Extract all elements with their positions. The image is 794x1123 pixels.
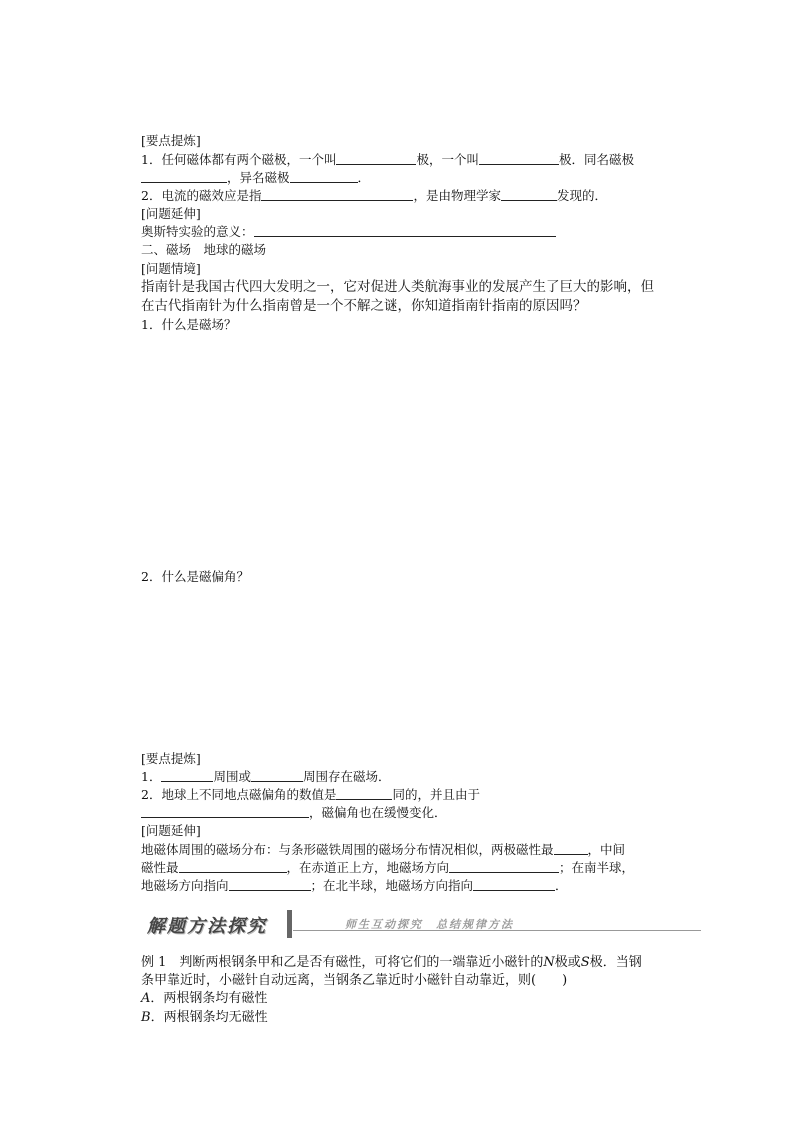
declination-line-2 [141,805,447,821]
blank-physicist[interactable] [501,188,557,201]
blank-effect-definition[interactable] [261,188,413,201]
current-magnetic-effect-line [141,188,607,204]
blank-pole-2[interactable] [479,152,559,165]
p2-text-c: 发现的． [556,188,607,203]
blank-equator-direction[interactable] [449,860,559,873]
s3-p2-c: ，磁偏角也在缓慢变化． [309,805,447,820]
p1-text-d: ，异名磁极 [227,170,290,185]
ex1-text-a: 例 1 判断两根钢条甲和乙是否有磁性，可将它们的一端靠近小磁针的 [141,955,544,970]
option-a-text: ．两根钢条均有磁性 [150,991,268,1006]
blank-like-poles[interactable] [141,170,227,183]
option-b[interactable] [141,1010,268,1026]
key-points-tag-2: [要点提炼] [141,751,201,766]
extension-tag-1: [问题延伸] [141,206,201,221]
banner-divider [287,910,292,938]
situation-tag: [问题情境] [141,261,201,276]
option-b-text: ．两根钢条均无磁性 [150,1010,268,1025]
blank-declination-reason[interactable] [141,805,309,818]
declination-line-1 [141,787,480,803]
s3-p1-b: 周围或 [213,769,251,784]
section2-heading: 二、磁场 地球的磁场 [141,242,267,257]
earth-field-line-2 [141,860,634,876]
ext-l2-b: ，在赤道正上方，地磁场方向 [286,860,450,875]
ext-l3-b: ；在北半球，地磁场方向指向 [310,878,474,893]
example1-line-1 [141,955,642,971]
ext-l3-c: ． [555,878,568,893]
n-pole-label: N [543,955,555,970]
blank-pole-1[interactable] [336,152,416,165]
s3-p2-b: 同的，并且由于 [392,787,480,802]
s3-p1-a: 1． [141,769,162,784]
blank-southern-direction[interactable] [229,878,311,891]
ext-l3-a: 地磁场方向指向 [141,878,229,893]
extension-tag-2: [问题延伸] [141,823,201,838]
example1-line-2: 条甲靠近时，小磁针自动远离，当钢条乙靠近时小磁针自动靠近，则( ) [141,973,568,988]
p1-text-a: 1．任何磁体都有两个磁极，一个叫 [141,152,337,167]
blank-oersted[interactable] [254,224,556,237]
p1-text-b: 极，一个叫 [416,152,479,167]
magnet-poles-line [141,152,634,168]
ext-l2-a: 磁性最 [141,860,179,875]
ex1-text-c: 极．当钢 [589,955,642,970]
ext-l1-a: 地磁体周围的磁场分布：与条形磁铁周围的磁场分布情况相似，两极磁性最 [141,842,554,857]
blank-poles-strength[interactable] [554,842,588,855]
option-a-letter: A [141,991,151,1006]
blank-middle-strength[interactable] [179,860,287,873]
p2-text-a: 2．电流的磁效应是指 [141,188,262,203]
blank-northern-direction[interactable] [473,878,555,891]
banner-subtitle: 师生互动探究 总结规律方法 [345,918,514,931]
ex1-text-b: 极或 [554,955,581,970]
magnet-poles-line-2 [141,170,370,186]
option-b-letter: B [141,1010,151,1025]
option-a[interactable] [141,991,267,1007]
p1-text-e: ． [357,170,371,185]
earth-field-line-3 [141,878,568,894]
key-points-tag-1: [要点提炼] [141,133,201,148]
situation-line-1: 指南针是我国古代四大发明之一，它对促进人类航海事业的发展产生了巨大的影响，但 [141,279,654,295]
ext-l2-c: ；在南半球， [559,860,635,875]
earth-field-line-1 [141,842,625,858]
s3-p2-a: 2．地球上不同地点磁偏角的数值是 [141,787,337,802]
method-banner [141,908,701,940]
p2-text-b: ，是由物理学家 [413,188,501,203]
blank-source-2[interactable] [251,769,303,782]
blank-source-1[interactable] [161,769,213,782]
blank-unlike-poles[interactable] [290,170,358,183]
oersted-label: 奥斯特实验的意义： [141,224,254,239]
oersted-significance-line [141,224,556,240]
question-1: 1．什么是磁场？ [141,317,237,332]
blank-declination-same[interactable] [336,787,392,800]
banner-title: 解题方法探究 [147,916,267,937]
p1-text-c: 极．同名磁极 [558,152,634,167]
ext-l1-b: ，中间 [587,842,626,857]
s-pole-label: S [580,955,590,970]
situation-line-2: 在古代指南针为什么指南曾是一个不解之谜，你知道指南针指南的原因吗？ [141,298,587,314]
s3-p1-c: 周围存在磁场． [302,769,391,784]
magnetic-field-source-line [141,769,390,785]
question-2: 2．什么是磁偏角？ [141,569,249,584]
